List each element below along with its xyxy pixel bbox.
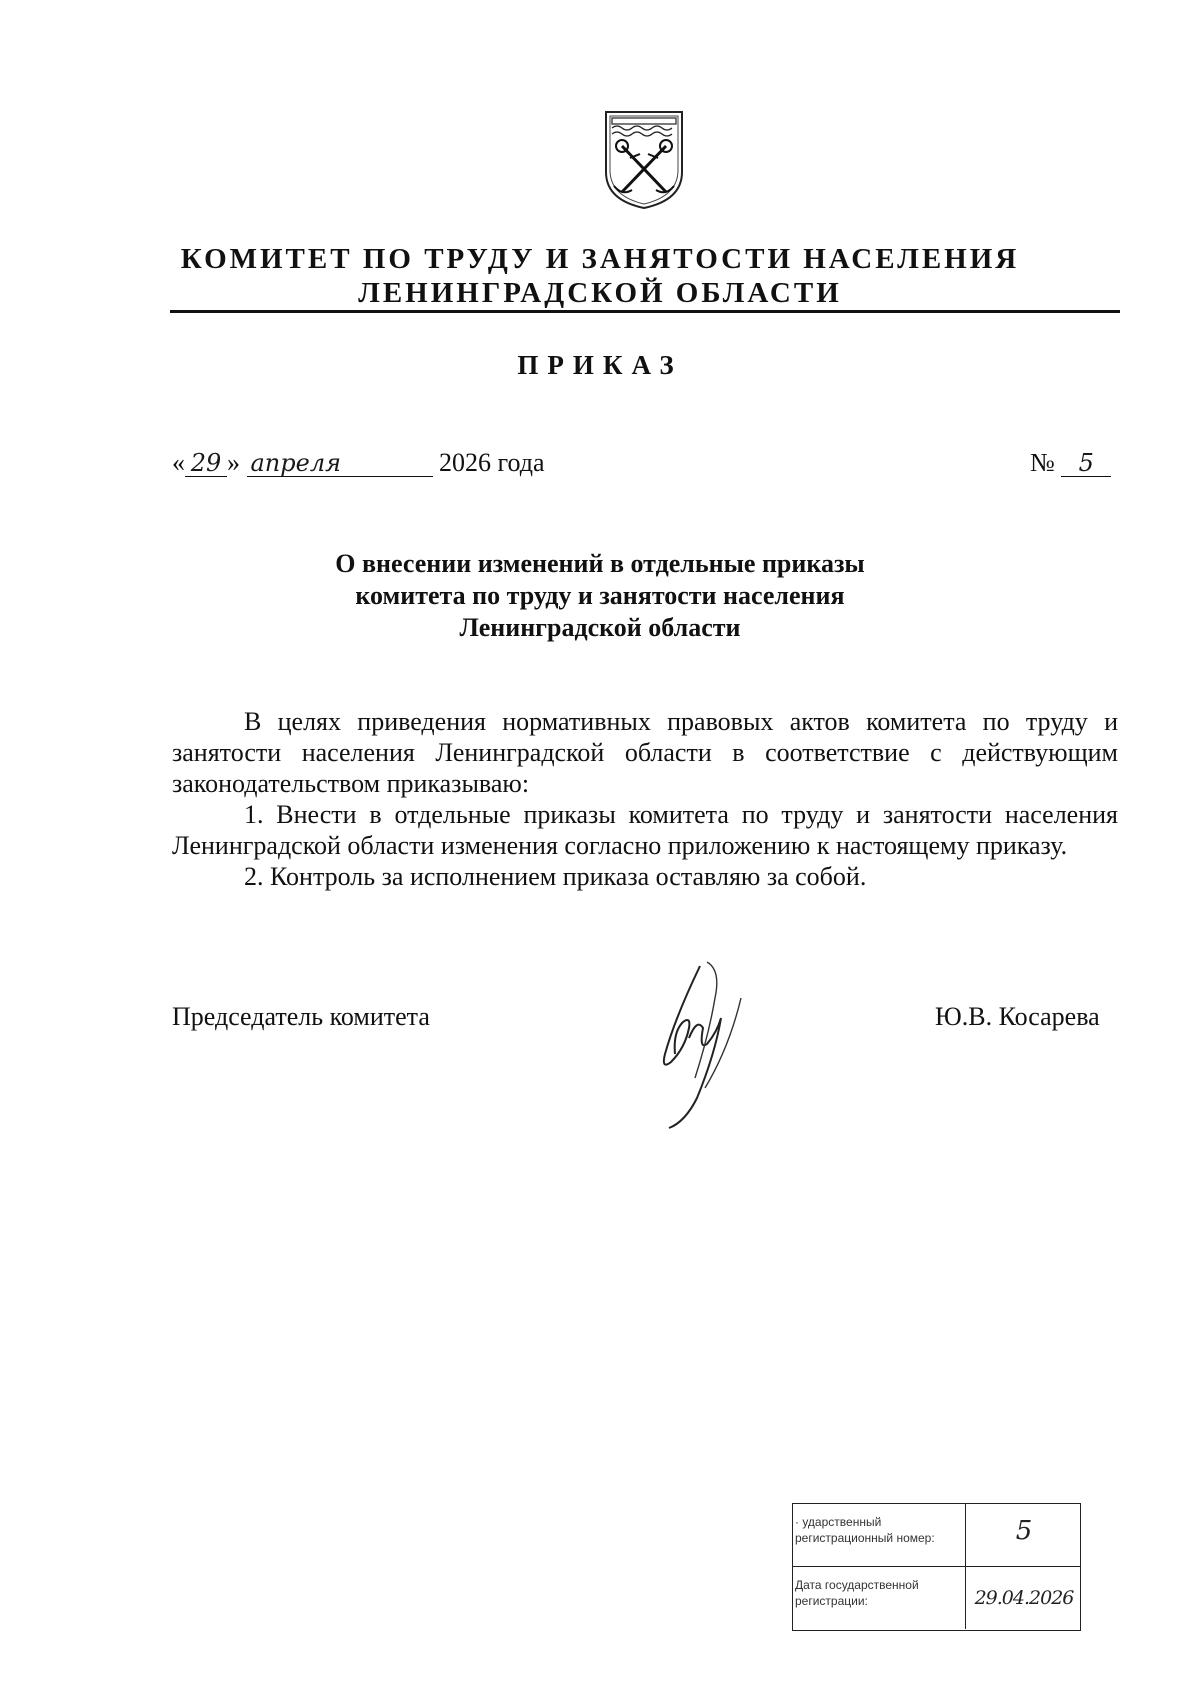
title-line1: О внесении изменений в отдельные приказы bbox=[335, 549, 865, 578]
date-year: 2026 года bbox=[439, 448, 545, 477]
date-day: 29 bbox=[185, 450, 227, 477]
number-value: 5 bbox=[1061, 450, 1111, 477]
order-item-1: 1. Внести в отдельные приказы комитета по труду и занятости населения Ленинградской области изменения согласно приложению к настоящему приказу. bbox=[172, 800, 1118, 860]
registration-date-value: 29.04.2026 bbox=[974, 1587, 1074, 1609]
registration-number-label: · ударственный регистрационный номер: bbox=[795, 1515, 935, 1545]
organization-name-line1: КОМИТЕТ ПО ТРУДУ И ЗАНЯТОСТИ НАСЕЛЕНИЯ bbox=[180, 243, 1020, 275]
registration-number-row bbox=[793, 1504, 1080, 1566]
registration-number-value: 5 bbox=[1015, 1516, 1033, 1546]
organization-name-line2: ЛЕНИНГРАДСКОЙ ОБЛАСТИ bbox=[358, 277, 842, 309]
date-open-quote: « bbox=[172, 448, 185, 477]
document-date bbox=[172, 448, 545, 478]
document-body bbox=[172, 706, 1118, 892]
document-type: ПРИКАЗ bbox=[517, 350, 683, 380]
date-close-quote: » bbox=[227, 448, 240, 477]
document-title bbox=[0, 548, 1200, 644]
title-line3: Ленинградской области bbox=[459, 613, 741, 642]
signatory-name: Ю.В. Косарева bbox=[935, 1002, 1100, 1031]
signatory-role: Председатель комитета bbox=[172, 1002, 430, 1031]
header-divider bbox=[170, 310, 1120, 313]
coat-of-arms-icon bbox=[600, 108, 688, 212]
handwritten-signature-icon bbox=[645, 958, 775, 1130]
document-number bbox=[1030, 448, 1111, 478]
title-line2: комитета по труду и занятости населения bbox=[355, 581, 845, 610]
number-label: № bbox=[1030, 448, 1055, 477]
preamble-paragraph: В целях приведения нормативных правовых актов комитета по труду и занятости населения Ленинградской области в соответствие с действующим законодательством приказываю: bbox=[172, 707, 1118, 798]
date-month: апреля bbox=[247, 450, 433, 477]
registration-date-label: Дата государственной регистрации: bbox=[795, 1578, 919, 1608]
registration-date-row bbox=[793, 1566, 1080, 1629]
registration-stamp bbox=[792, 1503, 1081, 1631]
order-item-2: 2. Контроль за исполнением приказа оставляю за собой. bbox=[244, 862, 867, 891]
